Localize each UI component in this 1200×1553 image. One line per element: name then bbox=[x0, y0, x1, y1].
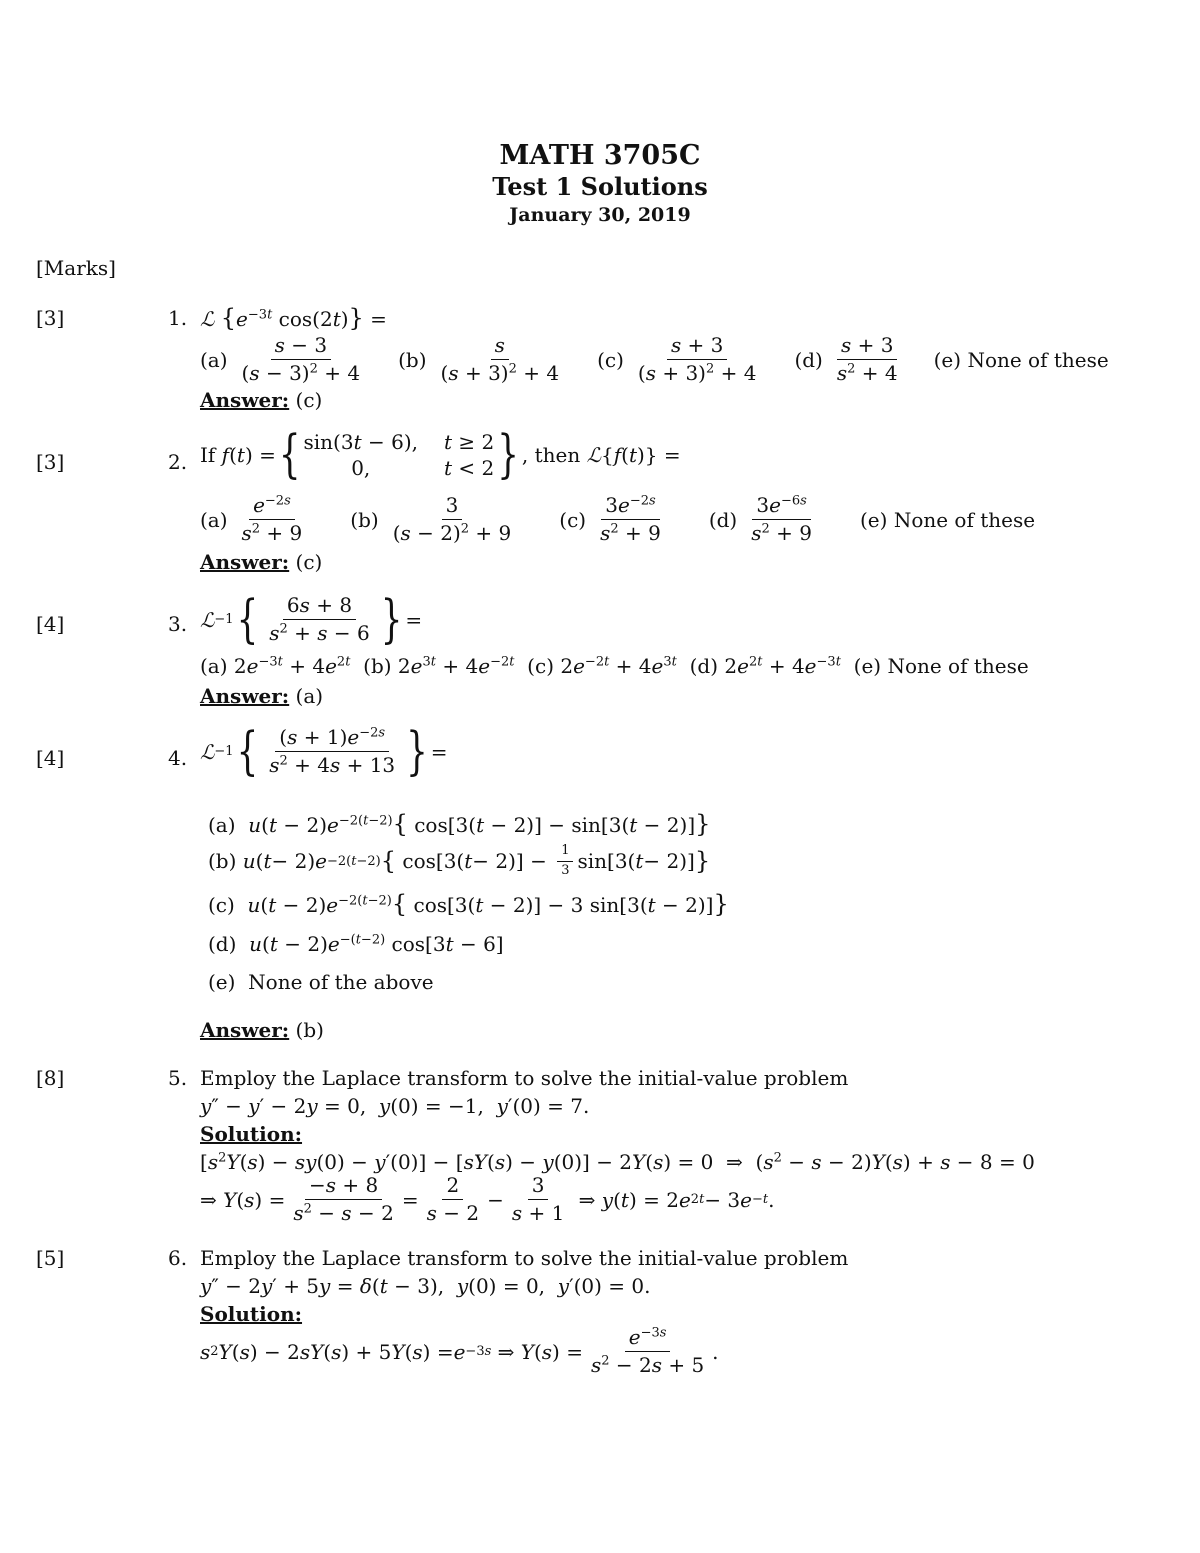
problem-4-question: ℒ −1 { $\frac{(s + 1)e^{-2s}}{s^2 + 4s + 13}$ } = bbox=[200, 721, 448, 782]
problem-1-number: 1. bbox=[168, 306, 188, 330]
problem-3-question: ℒ −1 { $\frac{6s + 8}{s^2 + s - 6}$ } = bbox=[200, 589, 423, 650]
problem-6-statement: Employ the Laplace transform to solve the initial-value problem bbox=[200, 1246, 849, 1270]
problem-1-question: ℒ {$e^{-3t}$ cos(2t)} = bbox=[200, 304, 387, 332]
problem-4-number: 4. bbox=[168, 746, 188, 770]
problem-6-solution-line1: s 2 Y ( s ) − 2 sY ( s ) + 5 Y ( s ) = e −3s ⇒ Y ( s ) = $\frac{e^{-3s}}{s^2 - 2s + 5}$ . bbox=[200, 1325, 719, 1377]
problem-2-question: If f ( t ) = { sin(3t − 6), t ≥ 2 0, t < 2 } , then ℒ { f ( t )} = bbox=[200, 425, 681, 485]
problem-3-number: 3. bbox=[168, 612, 188, 636]
problem-6-number: 6. bbox=[168, 1246, 188, 1270]
problem-3-choices: (a) $2e^{-3t} + 4e^{2t}$ (b) $2e^{3t} + 4e^{-2t}$ (c) $2e^{-2t} + 4e^{3t}$ (d) $2e^{2t} + 4e^{-3t}$ (e) None of these bbox=[200, 654, 1029, 678]
problem-1-answer: Answer: (c) bbox=[200, 388, 323, 412]
problem-1-choices: (a) $\frac{s - 3}{(s - 3)^2 + 4}$ (b) $\frac{s}{(s + 3)^2 + 4}$ (c) $\frac{s + 3}{(s + 3)^2 + 4}$ (d) $\frac{s + 3}{s^2 + 4}$ (e) None of these bbox=[200, 333, 1109, 385]
problem-2-choices: (a) $\frac{e^{-2s}}{s^2 + 9}$ (b) $\frac{3}{(s - 2)^2 + 9}$ (c) $\frac{3e^{-2s}}{s^2 + 9}$ (d) $\frac{3e^{-6s}}{s^2 + 9}$ (e) None of these bbox=[200, 493, 1036, 545]
problem-2-number: 2. bbox=[168, 450, 188, 474]
problem-6-solution-label: Solution: bbox=[200, 1302, 303, 1326]
problem-3-mark: [4] bbox=[36, 612, 65, 636]
choice-e-text: None of these bbox=[967, 347, 1109, 372]
problem-2-answer: Answer: (c) bbox=[200, 550, 323, 574]
doc-title: Test 1 Solutions bbox=[492, 172, 708, 201]
problem-5-solution-label: Solution: bbox=[200, 1122, 303, 1146]
problem-4-choice-d: (d) $u(t - 2)e^{-(t-2)}$ cos[3t − 6] bbox=[208, 932, 504, 956]
problem-4-choice-a: (a) $u(t - 2)e^{-2(t-2)}${ cos[3(t − 2)] − sin[3(t − 2)]} bbox=[208, 810, 711, 838]
problem-5-number: 5. bbox=[168, 1066, 188, 1090]
problem-5-solution-line2: ⇒ Y ( s ) = $\frac{-s + 8}{s^2 - s - 2}$ = $\frac{2}{s - 2}$ − $\frac{3}{s + 1}$ ⇒ y ( t ) = 2 e 2t − 3 e −t . bbox=[200, 1173, 775, 1225]
problem-4-choice-c: (c) $u(t - 2)e^{-2(t-2)}${ cos[3(t − 2)] − 3 sin[3(t − 2)]} bbox=[208, 890, 729, 918]
problem-5-mark: [8] bbox=[36, 1066, 65, 1090]
marks-heading: [Marks] bbox=[36, 256, 116, 280]
problem-4-choice-e: (e) None of the above bbox=[208, 970, 434, 994]
problem-4-choice-b: (b) u ( t − 2) e −2(t−2) { cos[3( t − 2)] − $\frac{1}{3}$ sin[3( t − 2)] } bbox=[208, 843, 711, 878]
problem-2-mark: [3] bbox=[36, 450, 65, 474]
problem-4-mark: [4] bbox=[36, 746, 65, 770]
course-title: MATH 3705C bbox=[499, 140, 701, 171]
problem-6-mark: [5] bbox=[36, 1246, 65, 1270]
problem-3-answer: Answer: (a) bbox=[200, 684, 324, 708]
problem-6-ivp: y″ − 2y′ + 5y = δ(t − 3), y(0) = 0, y′(0) = 0. bbox=[200, 1274, 651, 1298]
doc-date: January 30, 2019 bbox=[509, 204, 691, 226]
problem-5-solution-line1: $[s^2Y(s) - sy(0) - y'(0)] - [sY(s) - y(0)] - 2Y(s) = 0$ ⇒ $(s^2 - s - 2)Y(s) + s - 8 = 0$ bbox=[200, 1150, 1035, 1174]
problem-1-mark: [3] bbox=[36, 306, 65, 330]
problem-4-answer: Answer: (b) bbox=[200, 1018, 324, 1042]
problem-5-ivp: y″ − y′ − 2y = 0, y(0) = −1, y′(0) = 7. bbox=[200, 1094, 590, 1118]
problem-5-statement: Employ the Laplace transform to solve the initial-value problem bbox=[200, 1066, 849, 1090]
